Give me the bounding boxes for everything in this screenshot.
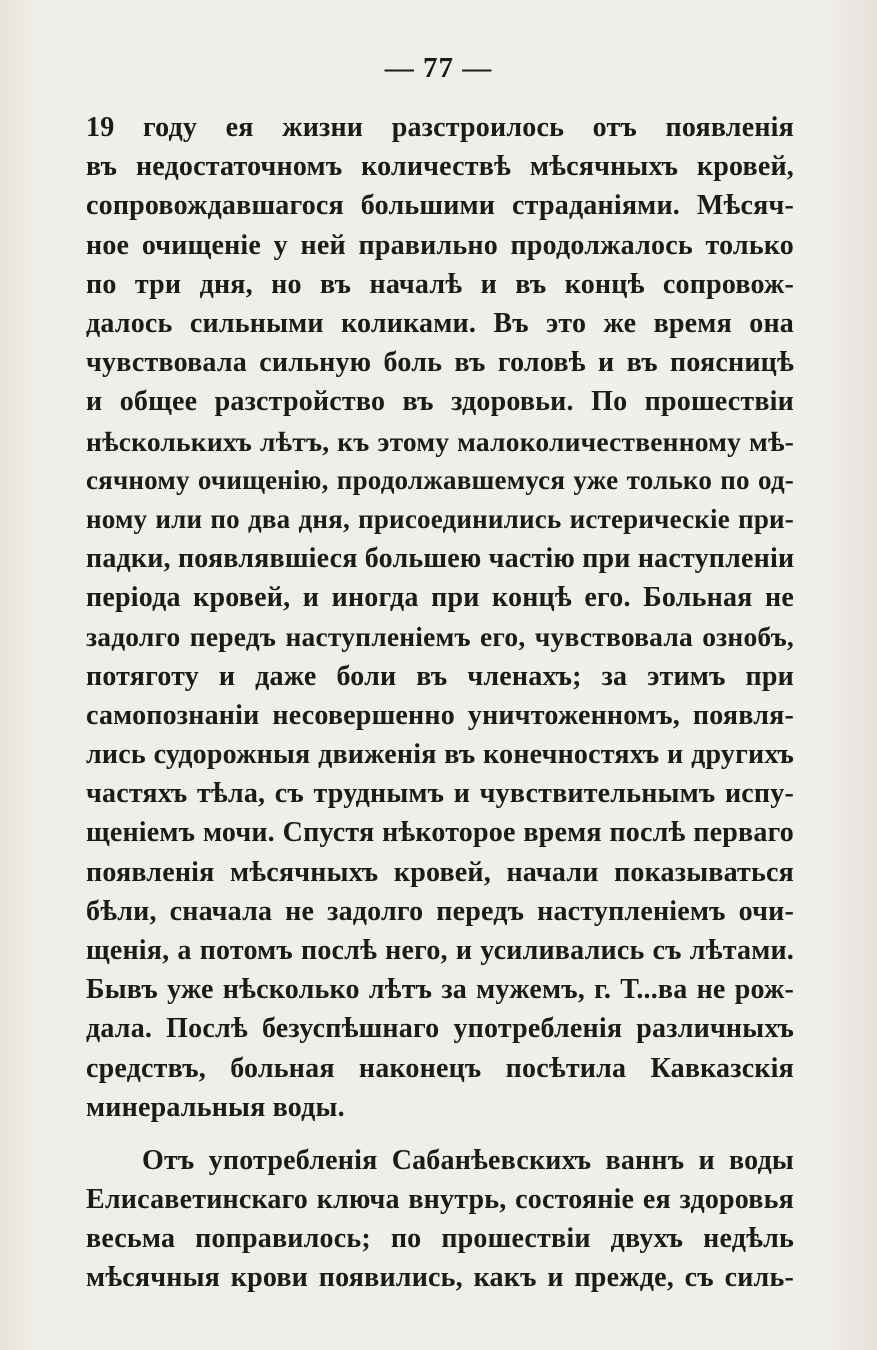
text-line: по три дня, но въ началѣ и въ концѣ сопровож- [86, 268, 794, 300]
text-line: задолго передъ наступленіемъ его, чувствовала ознобъ, [86, 621, 794, 653]
paragraph-2 [86, 1141, 794, 1298]
text-line: появленія мѣсячныхъ кровей, начали показываться [86, 856, 794, 888]
text-line: мѣсячныя крови появились, какъ и прежде, съ силь- [86, 1262, 794, 1294]
text-line: ному или по два дня, присоединились истерическіе при- [86, 503, 794, 534]
text-line: частяхъ тѣла, съ труднымъ и чувствительнымъ испу- [86, 778, 794, 810]
text-line: далось сильными коликами. Въ это же время она [86, 307, 794, 339]
text-line: Елисаветинскаго ключа внутрь, состояніе ея здоровья [86, 1184, 794, 1216]
text-line: дала. Послѣ безуспѣшнаго употребленія различныхъ [86, 1013, 794, 1045]
page-number: — 77 — [384, 52, 493, 84]
text-line: сопровождавшагося большими страданіями. Мѣсяч- [86, 190, 794, 222]
text-line: самопознаніи несовершенно уничтоженномъ, появля- [86, 699, 794, 731]
text-line: щенія, а потомъ послѣ него, и усиливались съ лѣтами. [86, 934, 794, 966]
text-line: Отъ употребленія Сабанѣевскихъ ваннъ и воды [142, 1144, 794, 1176]
text-line: и общее разстройство въ здоровьи. По прошествіи [86, 386, 794, 418]
paragraph-1 [86, 108, 794, 1127]
body-text [86, 108, 794, 1298]
text-line: минеральныя воды. [86, 1091, 345, 1123]
text-line: весьма поправилось; по прошествіи двухъ недѣль [86, 1223, 794, 1255]
text-line: щеніемъ мочи. Спустя нѣкоторое время послѣ перваго [86, 817, 794, 849]
text-line: падки, появлявшіеся большею частію при наступленіи [86, 543, 795, 575]
text-line: средствъ, больная наконецъ посѣтила Кавказскія [86, 1052, 794, 1084]
text-line: ное очищеніе у ней правильно продолжалось только [86, 229, 794, 261]
text-line: нѣсколькихъ лѣтъ, къ этому малоколичественному мѣ- [86, 425, 794, 457]
paragraph-spacer [86, 1127, 794, 1141]
text-line: Бывъ уже нѣсколько лѣтъ за мужемъ, г. Т...ва не рож- [86, 974, 794, 1006]
text-line: періода кровей, и иногда при концѣ его. Больная не [86, 582, 794, 614]
text-line: потяготу и даже боли въ членахъ; за этимъ при [86, 660, 794, 692]
text-line: чувствовала сильную боль въ головѣ и въ поясницѣ [86, 347, 794, 379]
text-line: сячному очищенію, продолжавшемуся уже только по од- [86, 464, 794, 495]
text-line: лись судорожныя движенія въ конечностяхъ и другихъ [86, 739, 794, 770]
text-line: бѣли, сначала не задолго передъ наступленіемъ очи- [86, 895, 794, 927]
text-line: въ недостаточномъ количествѣ мѣсячныхъ кровей, [86, 151, 794, 183]
text-line: 19 году ея жизни разстроилось отъ появленія [86, 112, 794, 143]
